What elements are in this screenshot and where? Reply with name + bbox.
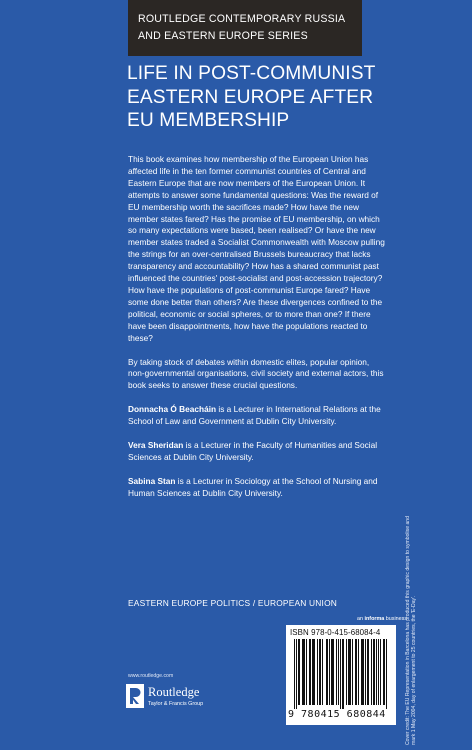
author-bio-1 (128, 404, 388, 428)
isbn-barcode-panel (286, 625, 396, 725)
series-line-2: AND EASTERN EUROPE SERIES (138, 30, 308, 42)
publisher-name: Routledge (148, 685, 200, 699)
author-bio-text-1: is a Lecturer in International Relations at the School of Law and Government at Dublin City University. (128, 404, 381, 427)
series-line-1: ROUTLEDGE CONTEMPORARY RUSSIA (138, 13, 346, 25)
publisher-website: www.routledge.com (128, 673, 174, 679)
informa-business-label (357, 616, 407, 622)
informa-brand: informa (364, 616, 385, 622)
informa-suffix: business (384, 616, 408, 622)
routledge-r-logo-icon (126, 684, 144, 708)
author-name-3: Sabina Stan (128, 475, 176, 486)
author-bio-3 (128, 476, 388, 500)
title-line-3: EU MEMBERSHIP (127, 110, 290, 131)
author-bio-2 (128, 440, 388, 464)
back-cover-blurb (128, 154, 388, 512)
subject-category: EASTERN EUROPE POLITICS / EUROPEAN UNION (128, 598, 338, 608)
blurb-paragraph-2: By taking stock of debates within domestic elites, popular opinion, non-governmental organisations, civil society and external actors, this book seeks to answer these crucial questions. (128, 356, 384, 391)
cover-credits: Cover credit: The EU Representation in Barcelona has produced this graphic design to symbolise and mark 1 May 2004, day of enlargement to 25 countries, the 'E-Day'. (405, 516, 418, 745)
author-name-2: Vera Sheridan (128, 440, 184, 451)
author-bio-text-3: is a Lecturer in Sociology at the School of Nursing and Human Sciences at Dublin City University. (128, 475, 378, 498)
book-title (127, 62, 447, 133)
informa-prefix: an (357, 616, 365, 622)
title-line-2: EASTERN EUROPE AFTER (127, 86, 374, 108)
barcode-icon (294, 639, 388, 709)
author-name-1: Donnacha Ó Beacháin (128, 404, 217, 415)
publisher-group: Taylor & Francis Group (148, 701, 204, 707)
isbn-text: ISBN 978-0-415-68084-4 (290, 628, 381, 637)
title-line-1: LIFE IN POST-COMMUNIST (127, 63, 376, 84)
series-banner (128, 0, 362, 56)
blurb-paragraph-1: This book examines how membership of the European Union has affected life in the ten former communist countries of Central and Eastern Europe that are now members of the European Union. It attempts to answer some fundamental questions: Was the reward of EU membership worth the sacrifices made? How have the new member states fared? Has the promise of EU membership, on which so many expectations were based, been realised? Or have the new member states traded a Socialist Commonwealth with Moscow pulling the strings for an over-centralised Brussels bureaucracy that lacks transparency and accountability? How has a shared communist past influenced the countries' post-socialist and post-accession trajectory? How have the populations of post-communist Europe fared? Have some done better than others? Are these divergences confined to the political, economic or social spheres, or to more than one? If there have been disappointments, how have the populations reacted to these? (128, 154, 385, 343)
barcode-digits: 9 780415 680844 (288, 709, 386, 720)
author-bio-text-2: is a Lecturer in the Faculty of Humanities and Social Sciences at Dublin City University. (128, 440, 378, 462)
